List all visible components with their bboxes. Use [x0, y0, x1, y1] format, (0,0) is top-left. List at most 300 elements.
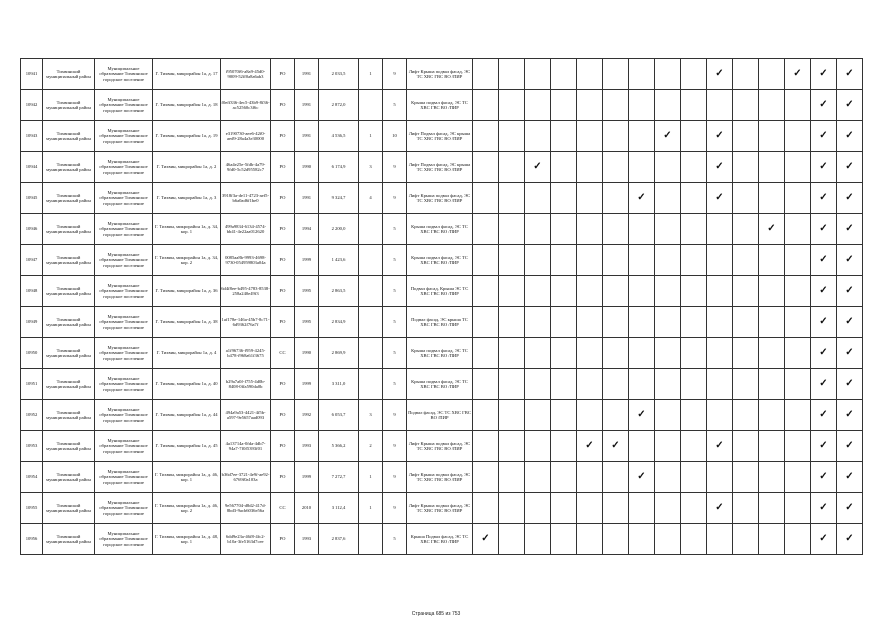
district-cell: Тихвинский муниципальный район	[43, 90, 95, 121]
area-cell: 2 872,0	[319, 90, 359, 121]
row-number: 10948	[21, 276, 43, 307]
address-cell: Г. Тихвин, микрорайон 1а, д. 17	[153, 59, 221, 90]
lifts-cell	[359, 90, 383, 121]
area-cell: 5 366,2	[319, 431, 359, 462]
checkmark-icon: ✓	[845, 533, 854, 544]
area-cell: 2 863,5	[319, 276, 359, 307]
work-column-1-cell	[473, 276, 499, 307]
works-cell: Лифт Крыша подвал фасад, ЭС ТС ХВС ГВС ВО /ПИР	[407, 431, 473, 462]
floors-cell: 5	[383, 245, 407, 276]
row-number: 10953	[21, 431, 43, 462]
row-number: 10956	[21, 524, 43, 555]
guid-cell: f95070f6-a8a9-45d0-9009-52ff0a8a6ab3	[221, 59, 271, 90]
address-cell: Г. Тихвин, микрорайон 1а, д. 2	[153, 152, 221, 183]
ownership-type-cell: РО	[271, 524, 295, 555]
row-number: 10945	[21, 183, 43, 214]
work-column-7-cell	[629, 400, 655, 431]
checkmark-icon: ✓	[715, 130, 724, 141]
work-column-2-cell	[499, 59, 525, 90]
work-column-15-cell	[837, 214, 863, 245]
row-number: 10942	[21, 90, 43, 121]
work-column-3-cell	[525, 369, 551, 400]
work-column-8-cell	[655, 214, 681, 245]
work-column-2-cell	[499, 152, 525, 183]
address-cell: Г. Тихвин, микрорайон 1а, д. 19	[153, 121, 221, 152]
work-column-6-cell	[603, 214, 629, 245]
work-column-4-cell	[551, 307, 577, 338]
floors-cell: 9	[383, 493, 407, 524]
work-column-2-cell	[499, 338, 525, 369]
district-cell: Тихвинский муниципальный район	[43, 462, 95, 493]
district-cell: Тихвинский муниципальный район	[43, 183, 95, 214]
work-column-1-cell	[473, 338, 499, 369]
guid-cell: a1f96736-f959-4245-b478-f968a61f3675	[221, 338, 271, 369]
year-cell: 1994	[295, 214, 319, 245]
work-column-13-cell	[785, 493, 811, 524]
table-row	[21, 493, 863, 524]
floors-cell: 5	[383, 276, 407, 307]
lifts-cell: 1	[359, 121, 383, 152]
work-column-7-cell	[629, 524, 655, 555]
checkmark-icon: ✓	[845, 130, 854, 141]
work-column-14-cell	[811, 493, 837, 524]
work-column-2-cell	[499, 431, 525, 462]
guid-cell: 499a9834-6134-4574-bb41-4e22aa012620	[221, 214, 271, 245]
floors-cell: 5	[383, 214, 407, 245]
ownership-type-cell: РО	[271, 369, 295, 400]
address-cell: Г. Тихвин, микрорайон 1а, д. 18	[153, 90, 221, 121]
checkmark-icon: ✓	[663, 130, 672, 141]
work-column-14-cell	[811, 524, 837, 555]
work-column-11-cell	[733, 121, 759, 152]
work-column-12-cell	[759, 369, 785, 400]
work-column-15-cell	[837, 276, 863, 307]
work-column-8-cell	[655, 307, 681, 338]
district-cell: Тихвинский муниципальный район	[43, 493, 95, 524]
work-column-5-cell	[577, 338, 603, 369]
work-column-2-cell	[499, 493, 525, 524]
guid-cell: 1af178e-146a-45b7-8c71-6d9362f76a7f	[221, 307, 271, 338]
work-column-14-cell	[811, 400, 837, 431]
work-column-9-cell	[681, 276, 707, 307]
work-column-5-cell	[577, 400, 603, 431]
work-column-9-cell	[681, 493, 707, 524]
checkmark-icon: ✓	[819, 440, 828, 451]
ownership-type-cell: РО	[271, 59, 295, 90]
lifts-cell	[359, 338, 383, 369]
work-column-14-cell	[811, 214, 837, 245]
table-row	[21, 214, 863, 245]
table-row	[21, 462, 863, 493]
work-column-15-cell	[837, 121, 863, 152]
checkmark-icon: ✓	[819, 130, 828, 141]
guid-cell: 6d4f8ee-b495-4783-8538-258a240e49f3	[221, 276, 271, 307]
checkmark-icon: ✓	[845, 223, 854, 234]
floors-cell: 5	[383, 90, 407, 121]
year-cell: 1995	[295, 276, 319, 307]
guid-cell: 494a9a53-4421-4f5b-a597-9e5657aad093	[221, 400, 271, 431]
district-cell: Тихвинский муниципальный район	[43, 338, 95, 369]
work-column-14-cell	[811, 307, 837, 338]
guid-cell: 6dd9e23a-46f8-4fc2-b10a-3fe5163d7cee	[221, 524, 271, 555]
work-column-3-cell	[525, 152, 551, 183]
work-column-14-cell	[811, 245, 837, 276]
work-column-11-cell	[733, 462, 759, 493]
checkmark-icon: ✓	[845, 161, 854, 172]
work-column-9-cell	[681, 369, 707, 400]
work-column-5-cell	[577, 524, 603, 555]
work-column-15-cell	[837, 369, 863, 400]
municipality-cell: Муниципальное образование Тихвинское городское поселение	[95, 214, 153, 245]
work-column-4-cell	[551, 369, 577, 400]
checkmark-icon: ✓	[819, 223, 828, 234]
work-column-11-cell	[733, 152, 759, 183]
ownership-type-cell: РО	[271, 462, 295, 493]
work-column-3-cell	[525, 90, 551, 121]
row-number: 10943	[21, 121, 43, 152]
work-column-6-cell	[603, 400, 629, 431]
work-column-5-cell	[577, 276, 603, 307]
work-column-1-cell	[473, 462, 499, 493]
work-column-15-cell	[837, 90, 863, 121]
work-column-6-cell	[603, 183, 629, 214]
area-cell: 3 112,4	[319, 493, 359, 524]
work-column-5-cell	[577, 369, 603, 400]
work-column-6-cell	[603, 276, 629, 307]
work-column-15-cell	[837, 400, 863, 431]
work-column-15-cell	[837, 462, 863, 493]
lifts-cell	[359, 214, 383, 245]
table-row	[21, 338, 863, 369]
floors-cell: 5	[383, 338, 407, 369]
work-column-4-cell	[551, 90, 577, 121]
year-cell: 1991	[295, 121, 319, 152]
row-number: 10941	[21, 59, 43, 90]
work-column-7-cell	[629, 338, 655, 369]
year-cell: 1992	[295, 400, 319, 431]
area-cell: 6 053,7	[319, 400, 359, 431]
work-column-9-cell	[681, 214, 707, 245]
work-column-8-cell	[655, 183, 681, 214]
lifts-cell	[359, 307, 383, 338]
works-cell: Крыша подвал фасад, ЭС ТС ХВС ГВС ВО /ПИР	[407, 338, 473, 369]
work-column-7-cell	[629, 183, 655, 214]
work-column-8-cell	[655, 59, 681, 90]
municipality-cell: Муниципальное образование Тихвинское городское поселение	[95, 245, 153, 276]
guid-cell: 3918f3a-de11-4723-aef5-b6a0ad6f1be0	[221, 183, 271, 214]
work-column-13-cell	[785, 59, 811, 90]
work-column-15-cell	[837, 59, 863, 90]
work-column-5-cell	[577, 152, 603, 183]
work-column-13-cell	[785, 431, 811, 462]
municipality-cell: Муниципальное образование Тихвинское городское поселение	[95, 524, 153, 555]
work-column-5-cell	[577, 493, 603, 524]
work-column-14-cell	[811, 431, 837, 462]
municipality-cell: Муниципальное образование Тихвинское городское поселение	[95, 276, 153, 307]
district-cell: Тихвинский муниципальный район	[43, 245, 95, 276]
municipality-cell: Муниципальное образование Тихвинское городское поселение	[95, 90, 153, 121]
municipality-cell: Муниципальное образование Тихвинское городское поселение	[95, 59, 153, 90]
lifts-cell: 2	[359, 431, 383, 462]
works-cell: Лифт Крыша подвал фасад, ЭС ТС ХВС ГВС ВО /ПИР	[407, 183, 473, 214]
work-column-1-cell	[473, 59, 499, 90]
work-column-3-cell	[525, 524, 551, 555]
work-column-11-cell	[733, 90, 759, 121]
work-column-13-cell	[785, 400, 811, 431]
checkmark-icon: ✓	[845, 471, 854, 482]
work-column-1-cell	[473, 431, 499, 462]
table-row	[21, 276, 863, 307]
checkmark-icon: ✓	[845, 502, 854, 513]
work-column-11-cell	[733, 245, 759, 276]
page-number: Страница 685 из 753	[411, 611, 461, 617]
work-column-8-cell	[655, 121, 681, 152]
district-cell: Тихвинский муниципальный район	[43, 431, 95, 462]
area-cell: 2 837,6	[319, 524, 359, 555]
guid-cell: 0085aa8b-9993-4698-9730-054959803a04a	[221, 245, 271, 276]
checkmark-icon: ✓	[715, 68, 724, 79]
municipality-cell: Муниципальное образование Тихвинское городское поселение	[95, 338, 153, 369]
row-number: 10950	[21, 338, 43, 369]
year-cell: 1993	[295, 524, 319, 555]
work-column-11-cell	[733, 493, 759, 524]
floors-cell: 9	[383, 183, 407, 214]
address-cell: Г. Тихвин, микрорайон 1а, д. 40	[153, 369, 221, 400]
work-column-12-cell	[759, 214, 785, 245]
guid-cell: b29a7a0f-f755-4d0b-8408-0ffa590da0b	[221, 369, 271, 400]
work-column-9-cell	[681, 121, 707, 152]
ownership-type-cell: РО	[271, 90, 295, 121]
guid-cell: 4a13714a-0fda-4db7-94a7-7f0f5393f01	[221, 431, 271, 462]
work-column-12-cell	[759, 462, 785, 493]
works-cell: Лифт Подвал фасад, ЭС крыша ТС ХВС ГВС ВО /ПИР	[407, 152, 473, 183]
municipality-cell: Муниципальное образование Тихвинское городское поселение	[95, 152, 153, 183]
work-column-13-cell	[785, 152, 811, 183]
work-column-1-cell	[473, 121, 499, 152]
checkmark-icon: ✓	[845, 316, 854, 327]
works-cell: Крыша подвал фасад, ЭС ТС ХВС ГВС ВО /ПИР	[407, 214, 473, 245]
work-column-6-cell	[603, 431, 629, 462]
work-column-3-cell	[525, 462, 551, 493]
address-cell: Г. Тихвин, микрорайон 1а, д. 38	[153, 307, 221, 338]
row-number: 10951	[21, 369, 43, 400]
work-column-6-cell	[603, 338, 629, 369]
checkmark-icon: ✓	[715, 502, 724, 513]
district-cell: Тихвинский муниципальный район	[43, 276, 95, 307]
table-row	[21, 400, 863, 431]
work-column-4-cell	[551, 338, 577, 369]
work-column-9-cell	[681, 524, 707, 555]
table-row	[21, 90, 863, 121]
work-column-12-cell	[759, 59, 785, 90]
lifts-cell	[359, 369, 383, 400]
table-row	[21, 307, 863, 338]
table-row	[21, 369, 863, 400]
work-column-5-cell	[577, 121, 603, 152]
work-column-8-cell	[655, 276, 681, 307]
work-column-3-cell	[525, 493, 551, 524]
year-cell: 1991	[295, 183, 319, 214]
work-column-10-cell	[707, 152, 733, 183]
checkmark-icon: ✓	[637, 409, 646, 420]
work-column-5-cell	[577, 307, 603, 338]
work-column-10-cell	[707, 245, 733, 276]
work-column-5-cell	[577, 214, 603, 245]
work-column-3-cell	[525, 338, 551, 369]
lifts-cell: 3	[359, 152, 383, 183]
ownership-type-cell: РО	[271, 307, 295, 338]
area-cell: 9 324,7	[319, 183, 359, 214]
work-column-1-cell	[473, 245, 499, 276]
checkmark-icon: ✓	[845, 440, 854, 451]
work-column-4-cell	[551, 214, 577, 245]
work-column-8-cell	[655, 493, 681, 524]
area-cell: 2 834,9	[319, 307, 359, 338]
work-column-1-cell	[473, 90, 499, 121]
ownership-type-cell: СС	[271, 493, 295, 524]
district-cell: Тихвинский муниципальный район	[43, 59, 95, 90]
work-column-12-cell	[759, 338, 785, 369]
work-column-13-cell	[785, 524, 811, 555]
ownership-type-cell: РО	[271, 431, 295, 462]
work-column-4-cell	[551, 152, 577, 183]
work-column-3-cell	[525, 307, 551, 338]
work-column-9-cell	[681, 307, 707, 338]
work-column-1-cell	[473, 524, 499, 555]
ownership-type-cell: РО	[271, 183, 295, 214]
work-column-12-cell	[759, 90, 785, 121]
work-column-12-cell	[759, 183, 785, 214]
checkmark-icon: ✓	[637, 471, 646, 482]
work-column-10-cell	[707, 493, 733, 524]
district-cell: Тихвинский муниципальный район	[43, 524, 95, 555]
works-cell: Крыша Подвал фасад, ЭС ТС ХВС ГВС ВО /ПИР	[407, 524, 473, 555]
work-column-9-cell	[681, 462, 707, 493]
lifts-cell: 1	[359, 462, 383, 493]
checkmark-icon: ✓	[819, 409, 828, 420]
ownership-type-cell: СС	[271, 338, 295, 369]
work-column-14-cell	[811, 338, 837, 369]
municipality-cell: Муниципальное образование Тихвинское городское поселение	[95, 369, 153, 400]
municipality-cell: Муниципальное образование Тихвинское городское поселение	[95, 307, 153, 338]
work-column-6-cell	[603, 121, 629, 152]
work-column-4-cell	[551, 493, 577, 524]
work-column-1-cell	[473, 183, 499, 214]
area-cell: 2 869,9	[319, 338, 359, 369]
address-cell: Г. Тихвин, микрорайон 1а, д. 46, кор. 1	[153, 462, 221, 493]
year-cell: 1991	[295, 59, 319, 90]
year-cell: 1993	[295, 431, 319, 462]
lifts-cell	[359, 245, 383, 276]
work-column-8-cell	[655, 90, 681, 121]
work-column-7-cell	[629, 152, 655, 183]
work-column-13-cell	[785, 183, 811, 214]
work-column-13-cell	[785, 214, 811, 245]
checkmark-icon: ✓	[845, 68, 854, 79]
work-column-14-cell	[811, 462, 837, 493]
work-column-3-cell	[525, 59, 551, 90]
work-column-6-cell	[603, 90, 629, 121]
work-column-12-cell	[759, 400, 785, 431]
checkmark-icon: ✓	[845, 99, 854, 110]
lifts-cell: 3	[359, 400, 383, 431]
work-column-11-cell	[733, 369, 759, 400]
work-column-3-cell	[525, 121, 551, 152]
work-column-1-cell	[473, 400, 499, 431]
work-column-7-cell	[629, 245, 655, 276]
lifts-cell: 1	[359, 59, 383, 90]
checkmark-icon: ✓	[819, 285, 828, 296]
checkmark-icon: ✓	[845, 192, 854, 203]
checkmark-icon: ✓	[819, 347, 828, 358]
floors-cell: 10	[383, 121, 407, 152]
ownership-type-cell: РО	[271, 121, 295, 152]
work-column-7-cell	[629, 59, 655, 90]
table-row	[21, 245, 863, 276]
work-column-12-cell	[759, 276, 785, 307]
work-column-9-cell	[681, 59, 707, 90]
work-column-10-cell	[707, 338, 733, 369]
work-column-14-cell	[811, 152, 837, 183]
work-column-2-cell	[499, 245, 525, 276]
work-column-4-cell	[551, 431, 577, 462]
checkmark-icon: ✓	[533, 161, 542, 172]
works-cell: Лифт Крыша подвал фасад, ЭС ТС ХВС ГВС ВО /ПИР	[407, 59, 473, 90]
checkmark-icon: ✓	[845, 254, 854, 265]
work-column-11-cell	[733, 400, 759, 431]
work-column-1-cell	[473, 493, 499, 524]
work-column-15-cell	[837, 338, 863, 369]
work-column-10-cell	[707, 59, 733, 90]
lifts-cell: 1	[359, 493, 383, 524]
row-number: 10944	[21, 152, 43, 183]
work-column-5-cell	[577, 59, 603, 90]
work-column-14-cell	[811, 90, 837, 121]
work-column-8-cell	[655, 338, 681, 369]
row-number: 10946	[21, 214, 43, 245]
work-column-5-cell	[577, 90, 603, 121]
work-column-11-cell	[733, 431, 759, 462]
floors-cell: 9	[383, 462, 407, 493]
ownership-type-cell: РО	[271, 152, 295, 183]
district-cell: Тихвинский муниципальный район	[43, 369, 95, 400]
work-column-7-cell	[629, 462, 655, 493]
work-column-15-cell	[837, 245, 863, 276]
area-cell: 2 033,5	[319, 59, 359, 90]
district-cell: Тихвинский муниципальный район	[43, 152, 95, 183]
work-column-7-cell	[629, 431, 655, 462]
work-column-13-cell	[785, 369, 811, 400]
work-column-3-cell	[525, 431, 551, 462]
work-column-9-cell	[681, 183, 707, 214]
work-column-6-cell	[603, 59, 629, 90]
work-column-10-cell	[707, 462, 733, 493]
work-column-10-cell	[707, 276, 733, 307]
municipality-cell: Муниципальное образование Тихвинское городское поселение	[95, 183, 153, 214]
work-column-4-cell	[551, 183, 577, 214]
work-column-11-cell	[733, 338, 759, 369]
works-cell: Лифт Подвал фасад, ЭС крыша ТС ХВС ГВС ВО /ПИР	[407, 121, 473, 152]
address-cell: Г. Тихвин, микрорайон 1а, д. 36	[153, 276, 221, 307]
floors-cell: 5	[383, 369, 407, 400]
work-column-1-cell	[473, 214, 499, 245]
work-column-15-cell	[837, 152, 863, 183]
ownership-type-cell: РО	[271, 214, 295, 245]
year-cell: 1999	[295, 245, 319, 276]
work-column-10-cell	[707, 431, 733, 462]
work-column-11-cell	[733, 214, 759, 245]
work-column-11-cell	[733, 183, 759, 214]
